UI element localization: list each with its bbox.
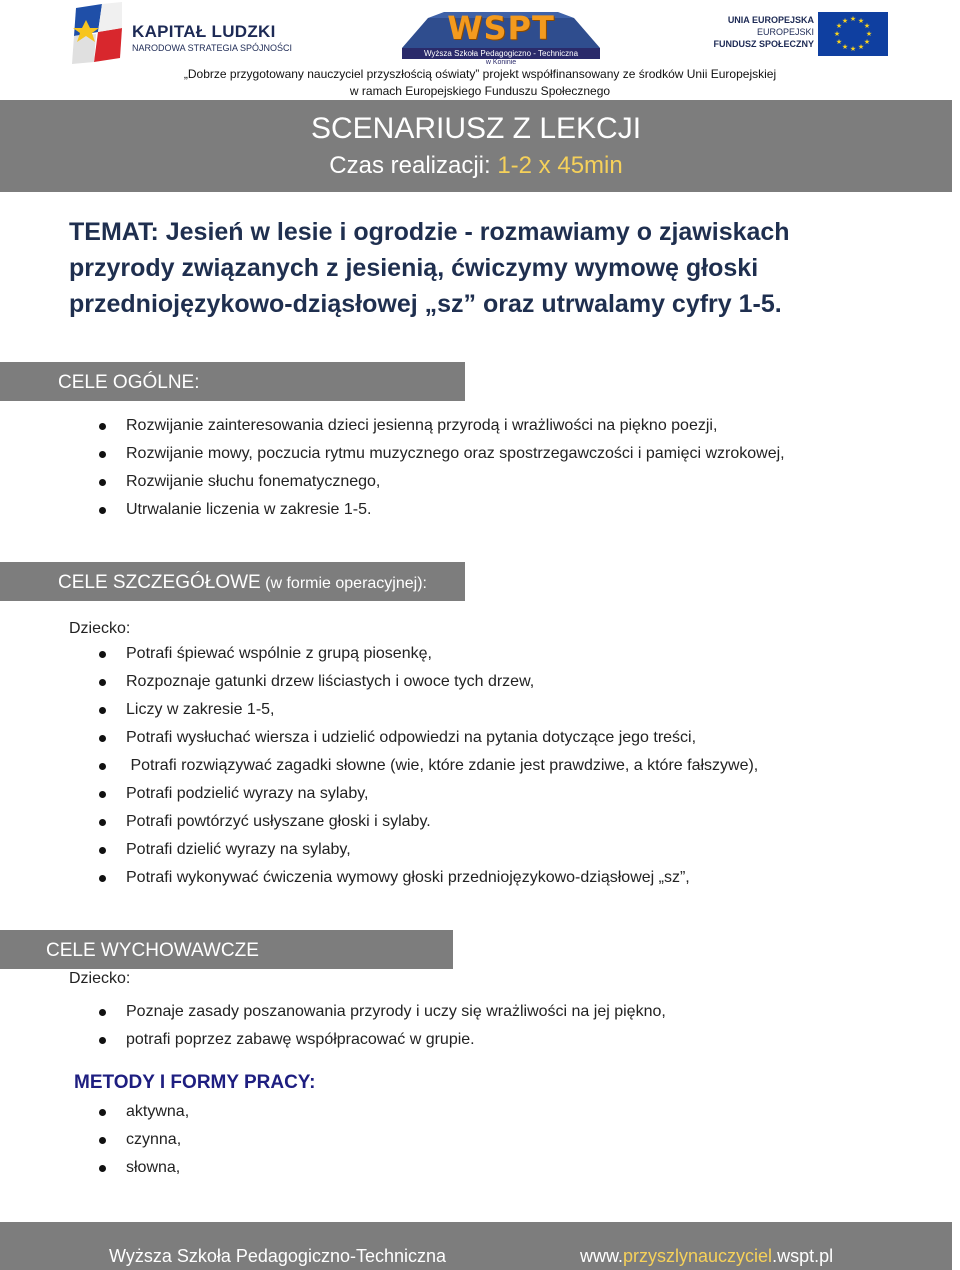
svg-text:★: ★ (857, 43, 865, 51)
wspt-logo (388, 8, 614, 64)
specific-goals-title: CELE SZCZEGÓŁOWE (58, 572, 261, 593)
bullet-icon (99, 423, 106, 430)
bullet-icon (99, 1165, 106, 1172)
duration-label: Czas realizacji: (329, 152, 498, 179)
topic-line1: TEMAT: Jesień w lesie i ogrodzie - rozmawiamy o zjawiskach (69, 218, 790, 246)
svg-text:★: ★ (841, 43, 849, 51)
document-title: SCENARIUSZ Z LEKCJI (310, 112, 642, 145)
topic-line2: przyrody związanych z jesienią, ćwiczymy wymowę głoski (69, 254, 759, 282)
bullet-icon (99, 451, 106, 458)
lesson-topic (69, 214, 889, 322)
bullet-icon (99, 819, 106, 826)
wspt-city: w Koninie (485, 59, 517, 66)
bullet-icon (99, 707, 106, 714)
kapital-ludzki-logo (72, 2, 292, 66)
bullet-icon (99, 875, 106, 882)
list-item: potrafi poprzez zabawę współpracować w grupie. (0, 1026, 666, 1054)
footer-url-prefix: www. (580, 1246, 624, 1266)
svg-text:★: ★ (841, 17, 849, 25)
general-goals-heading: CELE OGÓLNE: (0, 362, 465, 401)
footer-url-suffix: .wspt.pl (772, 1246, 834, 1266)
wspt-wordmark: WSPT (447, 9, 555, 47)
general-goals-list (0, 412, 785, 524)
svg-text:★: ★ (833, 30, 841, 38)
bullet-icon (99, 1109, 106, 1116)
bullet-icon (99, 847, 106, 854)
child-label: Dziecko: (69, 970, 131, 987)
project-note (0, 66, 960, 100)
footer-url-highlight: przyszlynauczyciel (623, 1246, 773, 1266)
project-note-line2: w ramach Europejskiego Funduszu Społecznego (349, 84, 611, 98)
list-item: słowna, (0, 1154, 189, 1182)
project-note-line1: „Dobrze przygotowany nauczyciel przyszłością oświaty” projekt współfinansowany ze środków Unii Europejskiej (183, 67, 777, 81)
bullet-icon (99, 479, 106, 486)
child-label: Dziecko: (69, 620, 131, 637)
bullet-icon (99, 679, 106, 686)
svg-text:★: ★ (857, 17, 865, 25)
bullet-icon (99, 735, 106, 742)
eu-line2: EUROPEJSKI (756, 27, 814, 37)
kapital-ludzki-emblem-icon (72, 2, 124, 66)
bullet-icon (99, 763, 106, 770)
list-item: aktywna, (0, 1098, 189, 1126)
footer-url[interactable] (580, 1246, 833, 1267)
duration-value: 1-2 x 45min (497, 152, 623, 179)
bullet-icon (99, 1037, 106, 1044)
list-item: Potrafi śpiewać wspólnie z grupą piosenkę, (0, 640, 758, 668)
specific-goals-heading (0, 562, 465, 601)
bullet-icon (99, 507, 106, 514)
topic-line3: przedniojęzykowo-dziąsłowej „sz” oraz utrwalamy cyfry 1-5. (69, 290, 782, 318)
specific-goals-suffix: (w formie operacyjnej): (260, 575, 427, 592)
footer (0, 1222, 952, 1270)
list-item: Potrafi powtórzyć usłyszane głoski i sylaby. (0, 808, 758, 836)
wspt-school-name: Wyższa Szkoła Pedagogiczno - Techniczna (402, 48, 600, 59)
svg-text:★: ★ (865, 30, 873, 38)
list-item: Rozwijanie mowy, poczucia rytmu muzycznego oraz spostrzegawczości i pamięci wzrokowej, (0, 440, 785, 468)
list-item: Rozpoznaje gatunki drzew liściastych i owoce tych drzew, (0, 668, 758, 696)
educational-goals-list (0, 998, 666, 1054)
eu-logo-text (713, 14, 814, 50)
list-item: czynna, (0, 1126, 189, 1154)
list-item: Potrafi podzielić wyrazy na sylaby, (0, 780, 758, 808)
kapital-ludzki-title: KAPITAŁ LUDZKI (132, 22, 276, 41)
list-item: Rozwijanie zainteresowania dzieci jesienną przyrodą i wrażliwości na piękno poezji, (0, 412, 785, 440)
svg-text:★: ★ (835, 22, 843, 30)
eu-flag-icon (818, 12, 888, 56)
methods-list (0, 1098, 189, 1182)
list-item: Potrafi wysłuchać wiersza i udzielić odpowiedzi na pytania dotyczące jego treści, (0, 724, 758, 752)
list-item: Utrwalanie liczenia w zakresie 1-5. (0, 496, 785, 524)
svg-text:★: ★ (849, 45, 857, 53)
list-item: Rozwijanie słuchu fonematycznego, (0, 468, 785, 496)
list-item: Liczy w zakresie 1-5, (0, 696, 758, 724)
svg-text:★: ★ (849, 15, 857, 23)
eu-line3: FUNDUSZ SPOŁECZNY (713, 39, 814, 49)
eu-logo (713, 12, 888, 56)
list-item: Potrafi wykonywać ćwiczenia wymowy głoski przedniojęzykowo-dziąsłowej „sz”, (0, 864, 758, 892)
list-item: Potrafi rozwiązywać zagadki słowne (wie, które zdanie jest prawdziwe, a które fałszywe), (0, 752, 758, 780)
kapital-ludzki-subtitle: NARODOWA STRATEGIA SPÓJNOŚCI (132, 43, 293, 53)
svg-text:★: ★ (863, 22, 871, 30)
footer-school-name: Wyższa Szkoła Pedagogiczno-Techniczna (109, 1246, 447, 1266)
bullet-icon (99, 1137, 106, 1144)
educational-goals-heading: CELE WYCHOWAWCZE (0, 930, 453, 969)
lesson-duration (0, 152, 952, 180)
bullet-icon (99, 1009, 106, 1016)
svg-text:★: ★ (863, 38, 871, 46)
eu-line1: UNIA EUROPEJSKA (727, 15, 814, 25)
list-item: Poznaje zasady poszanowania przyrody i uczy się wrażliwości na jej piękno, (0, 998, 666, 1026)
svg-text:★: ★ (835, 38, 843, 46)
list-item: Potrafi dzielić wyrazy na sylaby, (0, 836, 758, 864)
bullet-icon (99, 791, 106, 798)
title-band (0, 100, 952, 192)
specific-goals-list (0, 640, 758, 892)
methods-heading: METODY I FORMY PRACY: (74, 1072, 316, 1093)
bullet-icon (99, 651, 106, 658)
